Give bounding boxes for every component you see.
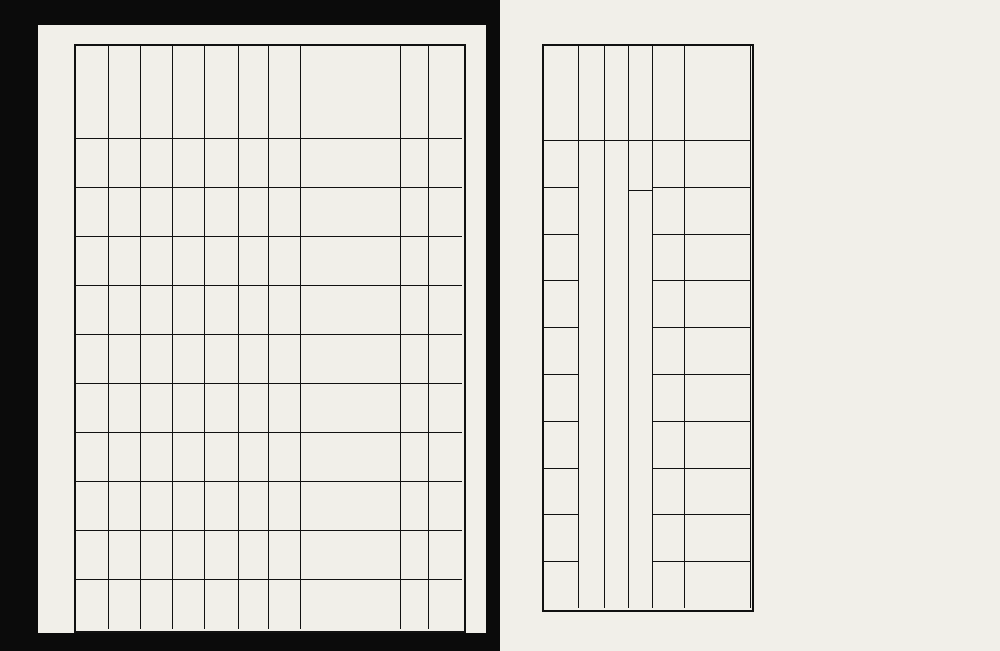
rule-horizontal <box>74 138 462 139</box>
rule-vertical <box>140 44 141 629</box>
rule-horizontal <box>652 561 750 562</box>
rule-horizontal <box>542 187 578 188</box>
rule-horizontal <box>74 285 462 286</box>
rule-vertical <box>238 44 239 629</box>
rule-horizontal <box>542 514 578 515</box>
rule-horizontal <box>74 383 462 384</box>
rule-horizontal <box>74 236 462 237</box>
rule-horizontal <box>652 280 750 281</box>
rule-horizontal <box>652 374 750 375</box>
rule-vertical <box>400 44 401 629</box>
left-table <box>74 44 466 633</box>
rule-horizontal <box>542 561 578 562</box>
rule-horizontal <box>542 327 578 328</box>
rule-vertical <box>578 44 579 608</box>
rule-vertical <box>628 44 629 608</box>
rule-horizontal <box>652 468 750 469</box>
rule-horizontal <box>542 374 578 375</box>
rule-horizontal <box>74 481 462 482</box>
rule-vertical <box>684 44 685 608</box>
rule-horizontal <box>74 579 462 580</box>
rule-horizontal <box>628 190 652 191</box>
rule-horizontal <box>542 468 578 469</box>
rule-horizontal <box>652 514 750 515</box>
rule-horizontal <box>542 280 578 281</box>
rule-vertical <box>652 44 653 608</box>
rule-vertical <box>204 44 205 629</box>
rule-horizontal <box>74 432 462 433</box>
rule-horizontal <box>74 187 462 188</box>
left-page <box>38 25 486 633</box>
rule-vertical <box>300 44 301 629</box>
rule-horizontal <box>542 234 578 235</box>
rule-vertical <box>428 44 429 629</box>
rule-horizontal <box>652 234 750 235</box>
rule-horizontal <box>652 187 750 188</box>
rule-horizontal <box>74 530 462 531</box>
rule-vertical <box>108 44 109 629</box>
right-page <box>500 0 1000 651</box>
rule-horizontal <box>652 421 750 422</box>
rule-vertical <box>604 44 605 608</box>
rule-vertical <box>268 44 269 629</box>
rule-horizontal <box>542 421 578 422</box>
rule-vertical <box>750 44 751 608</box>
rule-vertical <box>172 44 173 629</box>
rule-horizontal <box>542 140 750 141</box>
rule-horizontal <box>74 334 462 335</box>
rule-horizontal <box>652 327 750 328</box>
